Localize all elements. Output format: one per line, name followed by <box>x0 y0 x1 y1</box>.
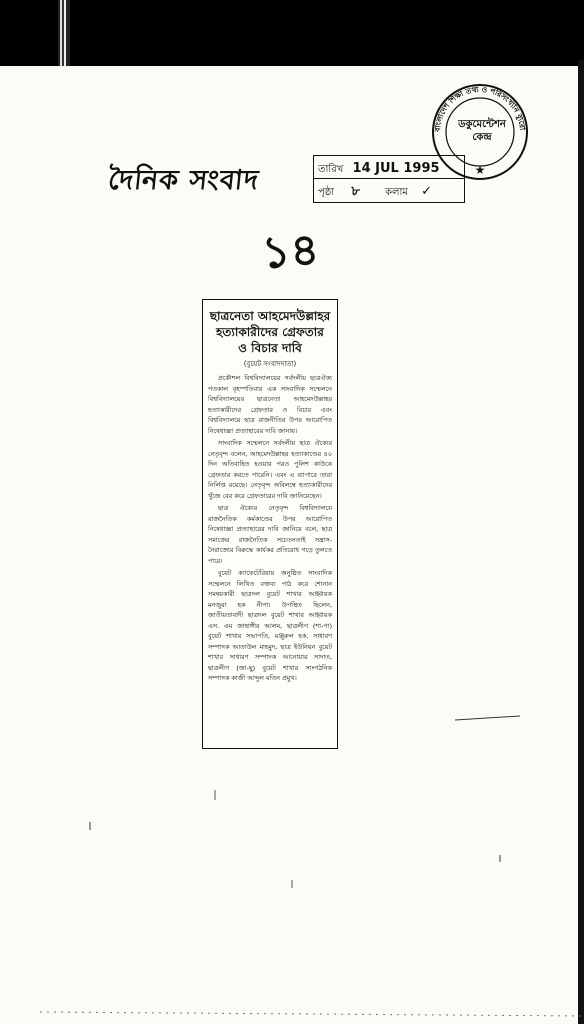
article-paragraph: বুয়েট ক্যাফেটেরিয়ায় অনুষ্ঠিত সাংবাদিক সম্মেলনে লিখিত বক্তব্য পাঠ করে শোনান সমন্বয়কারী ছাত্রদল বুয়েট শাখার আহ্বায়ক মনজুরা হক নীপা। উপস্থিত ছিলেন, জাতীয়তাবাদী ছাত্রদল বুয়েট শাখার আহ্বায়ক এস. এম জাহাঙ্গীর আলম, ছাত্রলীগ (শা-পা) বুয়েট শাখার সভাপতি, মঞ্জুরুল হক, সাধারণ সম্পাদক আতাউল মাহমুদ, ছাত্র ইউনিয়ন বুয়েট শাখার সাধারণ সম্পাদক আনোয়ার সাদাত, ছাত্রলীগ (জা-ছু) বুয়েট শাখার সাংগঠনিক সম্পাদক কাজী আব্দুল মতিন প্রমুখ। <box>208 569 332 682</box>
stamp-center <box>442 118 522 144</box>
stamp-ring-text: বাংলাদেশ শিক্ষা তথ্য ও পরিসংখ্যান ব্যুরো <box>432 84 528 133</box>
article-paragraph: প্রকৌশল বিশ্ববিদ্যালয়ের সর্বদলীয় ছাত্রঐক্য গতকাল বৃহস্পতিবার এক সাংবাদিক সম্মেলনে বিশ্ববিদ্যালয়ের ছাত্রনেতা আহমেদউল্লাহর হত্যাকারীদের গ্রেফতার ও বিচার এবং বিশ্ববিদ্যালয়ে ছাত্র রাজনীতির উপর আরোপিত নিষেধাজ্ঞা প্রত্যাহারের দাবি জানায়। <box>208 374 332 435</box>
article-headline <box>209 308 331 356</box>
stamp-center-line2: কেন্দ্র <box>472 132 492 143</box>
page-value: ৮ <box>351 184 360 199</box>
headline-line2: হত্যাকারীদের গ্রেফতার <box>216 325 324 339</box>
date-value: 14 JUL 1995 <box>352 161 440 176</box>
stamp-star-icon: ★ <box>474 163 486 177</box>
date-label: তারিখ <box>318 164 344 175</box>
headline-line3: ও বিচার দাবি <box>238 341 302 355</box>
page-label: পৃষ্ঠা <box>318 187 335 198</box>
headline-line1: ছাত্রনেতা আহমেদউল্লাহর <box>209 309 331 323</box>
news-clipping <box>202 299 338 749</box>
article-byline: (বুয়েট সংবাদদাতা) <box>243 360 297 368</box>
stamp-center-line1: ডকুমেন্টেশন <box>458 119 506 130</box>
handwritten-number: ১৪ <box>260 224 321 279</box>
article-paragraph: ছাত্র ঐক্যের নেতৃবৃন্দ বিশ্ববিদ্যালয়ে রাজনৈতিক কর্মকাণ্ডের উপর আরোপিত নিষেধাজ্ঞা প্রত্যাহারের দাবি জানিয়ে বলে, ছাত্র সমাজের রাজনৈতিক সচেতনতাই সন্ত্রাস-নৈরাজ্যের বিরুদ্ধে কার্যকর প্রতিরোধ গড়ে তুলতে পারে। <box>208 504 332 565</box>
column-label: কলাম <box>385 187 408 198</box>
article-paragraph: সাংবাদিক সম্মেলনে সর্বদলীয় ছাত্র ঐক্যের নেতৃবৃন্দ বলেন, আহমেদউল্লাহর হত্যাকাণ্ডের ৪০ দিন অতিবাহিত হওয়ার পরও পুলিশ কাউকে গ্রেফতার করতে পারেনি। এবং এ ব্যাপারে তারা নির্লিপ্ত রয়েছে। নেতৃবৃন্দ অবিলম্বে হত্যাকারীদের খুঁজে বের করে গ্রেফতারের দাবি জানিয়েছেন। <box>208 439 332 500</box>
binder-clip <box>58 0 70 70</box>
scan-edge <box>578 60 584 1024</box>
newspaper-name: দৈনিক সংবাদ <box>106 165 261 196</box>
column-tick-mark: ✓ <box>421 184 433 199</box>
scanner-top-band <box>0 0 584 66</box>
